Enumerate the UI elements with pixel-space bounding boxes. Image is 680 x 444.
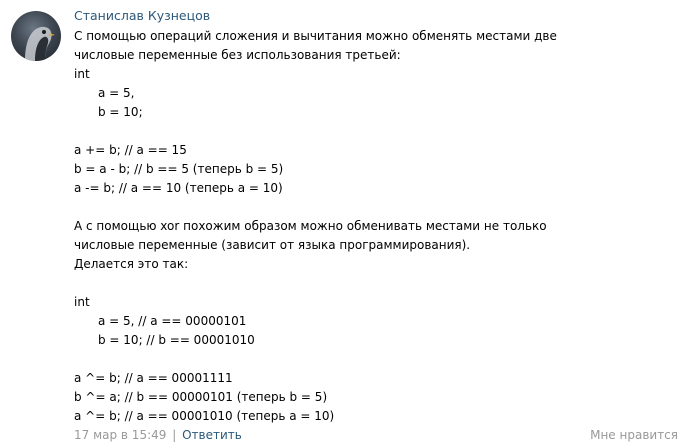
code1-decl: int (74, 67, 90, 81)
code2-var-b: b = 10; // b == 00001010 (98, 333, 255, 347)
avatar[interactable] (11, 11, 61, 61)
code2-op-3: a ^= b; // a == 00001010 (теперь a = 10) (74, 409, 335, 423)
code1-op-1: a += b; // a == 15 (74, 143, 187, 157)
code2-op-2: b ^= a; // b == 00000101 (теперь b = 5) (74, 390, 328, 404)
author-name-link[interactable]: Станислав Кузнецов (74, 8, 211, 23)
code1-op-3: a -= b; // a == 10 (теперь a = 10) (74, 181, 283, 195)
middle-line-2: числовые переменные (зависит от языка программирования). (74, 238, 471, 252)
intro-line-1: С помощью операций сложения и вычитания можно обменять местами две (74, 29, 557, 43)
code2-var-a: a = 5, // a == 00000101 (98, 314, 247, 328)
code2-decl: int (74, 295, 90, 309)
code1-var-b: b = 10; (98, 105, 143, 119)
comment-footer (74, 426, 678, 444)
reply-link[interactable]: Ответить (182, 428, 242, 442)
comment-text (74, 27, 664, 426)
like-button[interactable]: Мне нравится (590, 428, 678, 442)
intro-line-2: числовые переменные без использования третьей: (74, 48, 401, 62)
comment-date-link[interactable]: 17 мар в 15:49 (74, 428, 167, 442)
code1-var-a: a = 5, (98, 86, 135, 100)
code1-op-2: b = a - b; // b == 5 (теперь b = 5) (74, 162, 284, 176)
falcon-avatar-image (11, 11, 61, 61)
middle-line-3: Делается это так: (74, 257, 189, 271)
code2-op-1: a ^= b; // a == 00001111 (74, 371, 233, 385)
middle-line-1: А с помощью xor похожим образом можно обменивать местами не только (74, 219, 547, 233)
footer-separator: | (172, 428, 177, 442)
